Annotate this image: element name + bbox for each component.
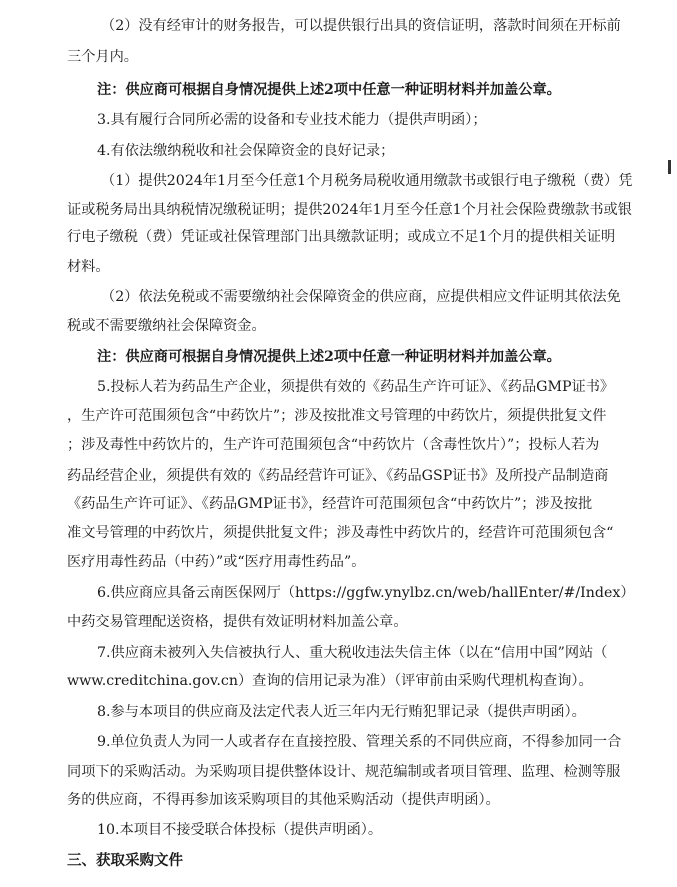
text-line: 同项下的采购活动。为采购项目提供整体设计、规范编制或者项目管理、监理、检测等服 <box>67 764 621 780</box>
text-line: （2）依法免税或不需要缴纳社会保障资金的供应商，应提供相应文件证明其依法免 <box>101 289 621 305</box>
text-line: 8.参与本项目的供应商及法定代表人近三年内无行贿犯罪记录（提供声明函）。 <box>97 704 586 720</box>
text-line: ，生产许可范围须包含“中药饮片”；涉及按批准文号管理的中药饮片，须提供批复文件 <box>67 408 607 424</box>
text-line: 药品经营企业，须提供有效的《药品经营许可证》、《药品GSP证书》及所投产品制造商 <box>67 468 609 484</box>
text-line: 医疗用毒性药品（中药）”或“医疗用毒性药品”。 <box>67 554 366 570</box>
section-heading: 三、获取采购文件 <box>67 853 183 869</box>
text-line: 4.有依法缴纳税收和社会保障资金的良好记录； <box>97 143 395 159</box>
text-line: 3.具有履行合同所必需的设备和专业技术能力（提供声明函）； <box>97 112 487 128</box>
text-line: 中药交易管理配送资格，提供有效证明材料加盖公章。 <box>67 614 408 630</box>
text-line: 材料。 <box>67 259 110 275</box>
text-line: 《药品生产许可证》、《药品GMP证书》，经营许可范围须包含“中药饮片”；涉及按批 <box>67 496 593 512</box>
text-line: 7.供应商未被列入失信被执行人、重大税收违法失信主体（以在“信用中国”网站（ <box>97 645 608 661</box>
text-line: 三个月内。 <box>67 49 138 65</box>
text-line: 10.本项目不接受联合体投标（提供声明函）。 <box>97 822 383 838</box>
text-line: 行电子缴税（费）凭证或社保管理部门出具缴款证明；或成立不足1个月的提供相关证明 <box>67 229 616 245</box>
margin-mark <box>668 160 671 174</box>
text-line: 准文号管理的中药饮片，须提供批复文件；涉及毒性中药饮片的，经营许可范围须包含“ <box>67 525 614 541</box>
text-line: 务的供应商，不得再参加该采购项目的其他采购活动（提供声明函）。 <box>67 792 500 808</box>
text-line: 税或不需要缴纳社会保障资金。 <box>67 318 266 334</box>
text-line: 注：供应商可根据自身情况提供上述2项中任意一种证明材料并加盖公章。 <box>97 349 561 365</box>
text-line: （2）没有经审计的财务报告，可以提供银行出具的资信证明，落款时间须在开标前 <box>101 18 621 34</box>
text-line: 5.投标人若为药品生产企业，须提供有效的《药品生产许可证》、《药品GMP证书》 <box>97 379 615 395</box>
text-line: 9.单位负责人为同一人或者存在直接控股、管理关系的不同供应商，不得参加同一合 <box>97 734 622 750</box>
text-line: 6.供应商应具备云南医保网厅（https://ggfw.ynylbz.cn/web/hallEnter/#/Index） <box>97 585 635 601</box>
text-line: ；涉及毒性中药饮片的，生产许可范围须包含“中药饮片（含毒性饮片）”；投标人若为 <box>67 437 600 453</box>
text-line: （1）提供2024年1月至今任意1个月税务局税收通用缴款书或银行电子缴税（费）凭 <box>101 173 633 189</box>
text-line: 证或税务局出具纳税情况缴税证明；提供2024年1月至今任意1个月社会保险费缴款书或银 <box>67 202 632 218</box>
text-line: 注：供应商可根据自身情况提供上述2项中任意一种证明材料并加盖公章。 <box>97 82 561 98</box>
text-line: www.creditchina.gov.cn）查询的信用记录为准）（评审前由采购代理机构查询）。 <box>67 673 593 689</box>
